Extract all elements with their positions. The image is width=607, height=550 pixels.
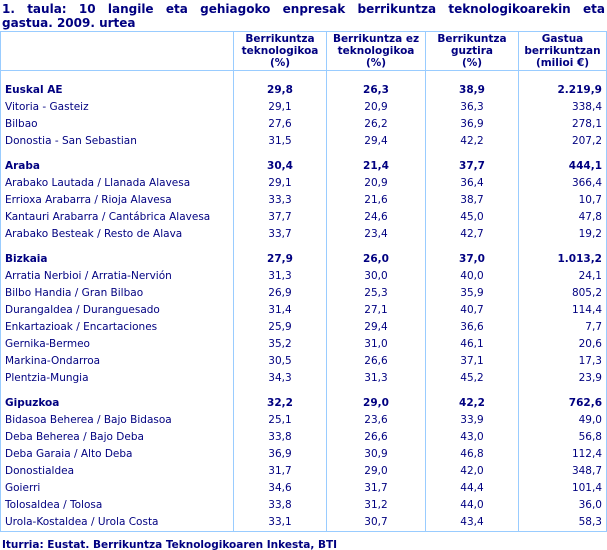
region-label: Arabako Lautada / Llanada Alavesa [1, 175, 234, 192]
column-header-berrikuntza-ez-teknologikoa [327, 32, 426, 71]
value-cell: 24,1 [519, 268, 607, 285]
value-cell: 36,0 [519, 497, 607, 514]
value-cell: 26,2 [327, 116, 426, 133]
column-header-gastua-berrikuntzan [519, 32, 607, 71]
spacer-cell [519, 150, 607, 158]
spacer-cell [327, 150, 426, 158]
spacer-row [1, 387, 607, 395]
value-cell: 42,0 [426, 463, 519, 480]
data-table [0, 31, 607, 532]
spacer-cell [1, 387, 234, 395]
value-cell: 33,9 [426, 412, 519, 429]
table-row [1, 268, 607, 285]
value-cell: 33,8 [234, 429, 327, 446]
table-row [1, 133, 607, 150]
header-row [1, 32, 607, 71]
value-cell: 46,8 [426, 446, 519, 463]
value-cell: 31,0 [327, 336, 426, 353]
column-header-line: (%) [269, 57, 291, 69]
value-cell: 36,4 [426, 175, 519, 192]
table-row [1, 353, 607, 370]
value-cell: 20,9 [327, 99, 426, 116]
region-label: Deba Garaia / Alto Deba [1, 446, 234, 463]
value-cell: 278,1 [519, 116, 607, 133]
value-cell: 38,9 [426, 82, 519, 99]
value-cell: 37,7 [426, 158, 519, 175]
value-cell: 26,6 [327, 429, 426, 446]
value-cell: 42,7 [426, 226, 519, 243]
table-row [1, 370, 607, 387]
region-label: Gipuzkoa [1, 395, 234, 412]
value-cell: 49,0 [519, 412, 607, 429]
region-label: Bilbao [1, 116, 234, 133]
spacer-row [1, 71, 607, 82]
column-header-line: Berrikuntza ez [332, 33, 420, 45]
value-cell: 30,0 [327, 268, 426, 285]
value-cell: 338,4 [519, 99, 607, 116]
section-total-row [1, 158, 607, 175]
value-cell: 42,2 [426, 395, 519, 412]
table-row [1, 302, 607, 319]
spacer-cell [234, 71, 327, 82]
table-row [1, 412, 607, 429]
spacer-cell [234, 387, 327, 395]
section-total-row [1, 82, 607, 99]
value-cell: 805,2 [519, 285, 607, 302]
spacer-cell [327, 387, 426, 395]
value-cell: 37,7 [234, 209, 327, 226]
spacer-cell [234, 150, 327, 158]
value-cell: 31,7 [234, 463, 327, 480]
value-cell: 27,1 [327, 302, 426, 319]
spacer-row [1, 150, 607, 158]
region-label: Bilbo Handia / Gran Bilbao [1, 285, 234, 302]
value-cell: 112,4 [519, 446, 607, 463]
value-cell: 31,2 [327, 497, 426, 514]
column-header-line: (%) [461, 57, 483, 69]
table-row [1, 175, 607, 192]
value-cell: 29,1 [234, 175, 327, 192]
region-label: Arratia Nerbioi / Arratia-Nervión [1, 268, 234, 285]
spacer-cell [426, 243, 519, 251]
value-cell: 26,6 [327, 353, 426, 370]
value-cell: 36,9 [234, 446, 327, 463]
spacer-cell [519, 387, 607, 395]
table-header [1, 32, 607, 71]
table-row [1, 497, 607, 514]
table-body [1, 71, 607, 532]
value-cell: 56,8 [519, 429, 607, 446]
region-label: Tolosaldea / Tolosa [1, 497, 234, 514]
value-cell: 23,4 [327, 226, 426, 243]
table-row [1, 463, 607, 480]
spacer-cell [1, 243, 234, 251]
value-cell: 29,4 [327, 319, 426, 336]
spacer-cell [519, 243, 607, 251]
value-cell: 45,0 [426, 209, 519, 226]
value-cell: 29,0 [327, 463, 426, 480]
value-cell: 31,5 [234, 133, 327, 150]
value-cell: 33,8 [234, 497, 327, 514]
value-cell: 21,4 [327, 158, 426, 175]
value-cell: 444,1 [519, 158, 607, 175]
value-cell: 1.013,2 [519, 251, 607, 268]
value-cell: 207,2 [519, 133, 607, 150]
value-cell: 762,6 [519, 395, 607, 412]
column-header-berrikuntza-guztira [426, 32, 519, 71]
table-row [1, 99, 607, 116]
spacer-cell [426, 71, 519, 82]
column-header-line: teknologikoa [241, 45, 319, 57]
region-label: Durangaldea / Duranguesado [1, 302, 234, 319]
section-total-row [1, 395, 607, 412]
region-label: Bizkaia [1, 251, 234, 268]
value-cell: 42,2 [426, 133, 519, 150]
value-cell: 29,4 [327, 133, 426, 150]
table-row [1, 192, 607, 209]
column-header-line: Berrikuntza [245, 33, 315, 45]
region-label: Gernika-Bermeo [1, 336, 234, 353]
region-label: Errioxa Arabarra / Rioja Alavesa [1, 192, 234, 209]
region-label: Bidasoa Beherea / Bajo Bidasoa [1, 412, 234, 429]
value-cell: 23,6 [327, 412, 426, 429]
page-title-part2: gastua. 2009. urtea [2, 15, 136, 30]
value-cell: 31,4 [234, 302, 327, 319]
value-cell: 20,6 [519, 336, 607, 353]
table-row [1, 480, 607, 497]
value-cell: 10,7 [519, 192, 607, 209]
table-row [1, 429, 607, 446]
value-cell: 32,2 [234, 395, 327, 412]
value-cell: 21,6 [327, 192, 426, 209]
value-cell: 31,7 [327, 480, 426, 497]
table-row [1, 209, 607, 226]
column-header-line: teknologikoa [337, 45, 415, 57]
value-cell: 44,4 [426, 480, 519, 497]
spacer-cell [327, 243, 426, 251]
column-header-line: Berrikuntza [437, 33, 507, 45]
region-label: Arabako Besteak / Resto de Alava [1, 226, 234, 243]
table-row [1, 285, 607, 302]
value-cell: 20,9 [327, 175, 426, 192]
value-cell: 46,1 [426, 336, 519, 353]
spacer-cell [426, 150, 519, 158]
value-cell: 33,3 [234, 192, 327, 209]
spacer-row [1, 243, 607, 251]
value-cell: 27,9 [234, 251, 327, 268]
value-cell: 58,3 [519, 514, 607, 532]
value-cell: 366,4 [519, 175, 607, 192]
column-header-berrikuntza-teknologikoa [234, 32, 327, 71]
value-cell: 31,3 [234, 268, 327, 285]
value-cell: 114,4 [519, 302, 607, 319]
spacer-cell [519, 71, 607, 82]
value-cell: 26,3 [327, 82, 426, 99]
page-title-part1: 1. taula: 10 langile eta gehiagoko enpresak berrikuntza teknologikoarekin eta [2, 2, 605, 16]
value-cell: 30,4 [234, 158, 327, 175]
spacer-cell [1, 71, 234, 82]
region-label: Araba [1, 158, 234, 175]
region-label: Vitoria - Gasteiz [1, 99, 234, 116]
table-row [1, 226, 607, 243]
value-cell: 30,7 [327, 514, 426, 532]
table-row [1, 336, 607, 353]
value-cell: 23,9 [519, 370, 607, 387]
value-cell: 29,8 [234, 82, 327, 99]
column-header-line: Gastua [541, 33, 584, 45]
value-cell: 40,7 [426, 302, 519, 319]
value-cell: 37,1 [426, 353, 519, 370]
region-label: Deba Beherea / Bajo Deba [1, 429, 234, 446]
value-cell: 45,2 [426, 370, 519, 387]
value-cell: 19,2 [519, 226, 607, 243]
value-cell: 43,4 [426, 514, 519, 532]
value-cell: 35,9 [426, 285, 519, 302]
header-region-empty [1, 32, 234, 71]
value-cell: 43,0 [426, 429, 519, 446]
value-cell: 33,1 [234, 514, 327, 532]
value-cell: 24,6 [327, 209, 426, 226]
column-header-line: berrikuntzan [524, 45, 601, 57]
region-label: Goierri [1, 480, 234, 497]
region-label: Plentzia-Mungia [1, 370, 234, 387]
spacer-cell [234, 243, 327, 251]
region-label: Enkartazioak / Encartaciones [1, 319, 234, 336]
value-cell: 36,9 [426, 116, 519, 133]
value-cell: 36,6 [426, 319, 519, 336]
value-cell: 25,9 [234, 319, 327, 336]
source-note: Iturria: Eustat. Berrikuntza Teknologikoaren Inkesta, BTI [2, 538, 338, 550]
region-label: Donostialdea [1, 463, 234, 480]
value-cell: 348,7 [519, 463, 607, 480]
value-cell: 33,7 [234, 226, 327, 243]
table-row [1, 319, 607, 336]
value-cell: 25,1 [234, 412, 327, 429]
table-row [1, 514, 607, 532]
value-cell: 37,0 [426, 251, 519, 268]
region-label: Kantauri Arabarra / Cantábrica Alavesa [1, 209, 234, 226]
value-cell: 34,6 [234, 480, 327, 497]
region-label: Donostia - San Sebastian [1, 133, 234, 150]
table-row [1, 116, 607, 133]
column-header-line: (%) [365, 57, 387, 69]
spacer-cell [327, 71, 426, 82]
value-cell: 47,8 [519, 209, 607, 226]
value-cell: 101,4 [519, 480, 607, 497]
value-cell: 40,0 [426, 268, 519, 285]
value-cell: 31,3 [327, 370, 426, 387]
value-cell: 34,3 [234, 370, 327, 387]
value-cell: 26,0 [327, 251, 426, 268]
table-row [1, 446, 607, 463]
column-header-line: guztira [451, 45, 493, 57]
value-cell: 26,9 [234, 285, 327, 302]
region-label: Euskal AE [1, 82, 234, 99]
value-cell: 2.219,9 [519, 82, 607, 99]
region-label: Markina-Ondarroa [1, 353, 234, 370]
region-label: Urola-Kostaldea / Urola Costa [1, 514, 234, 532]
value-cell: 25,3 [327, 285, 426, 302]
spacer-cell [1, 150, 234, 158]
page-title [0, 0, 607, 31]
value-cell: 44,0 [426, 497, 519, 514]
value-cell: 36,3 [426, 99, 519, 116]
value-cell: 30,9 [327, 446, 426, 463]
value-cell: 29,0 [327, 395, 426, 412]
column-header-line: (milioi €) [535, 57, 590, 69]
section-total-row [1, 251, 607, 268]
value-cell: 7,7 [519, 319, 607, 336]
value-cell: 38,7 [426, 192, 519, 209]
spacer-cell [426, 387, 519, 395]
value-cell: 35,2 [234, 336, 327, 353]
value-cell: 29,1 [234, 99, 327, 116]
value-cell: 30,5 [234, 353, 327, 370]
value-cell: 17,3 [519, 353, 607, 370]
value-cell: 27,6 [234, 116, 327, 133]
